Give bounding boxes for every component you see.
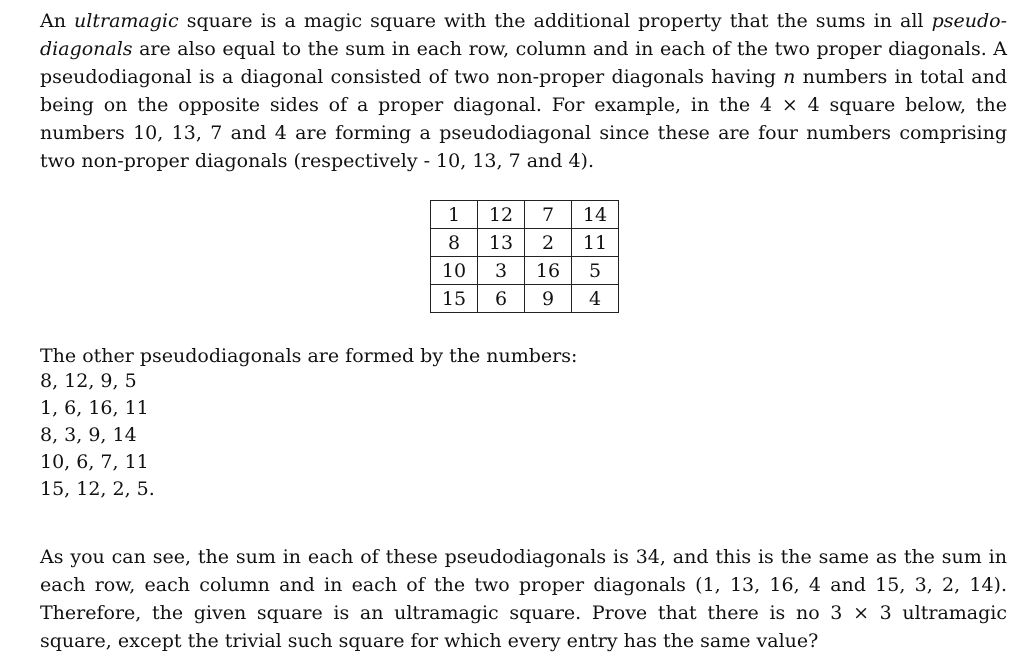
table-cell: 13 <box>478 229 525 257</box>
table-cell: 11 <box>572 229 619 257</box>
pseudodiagonal-list <box>40 368 155 503</box>
table-cell: 15 <box>431 285 478 313</box>
table-row <box>431 285 619 313</box>
variable-n: n <box>783 66 796 88</box>
table-row <box>431 229 619 257</box>
table-cell: 12 <box>478 201 525 229</box>
table-cell: 1 <box>431 201 478 229</box>
table-cell: 16 <box>525 257 572 285</box>
term-pseudodiagonals: pseudo-diagonals <box>40 10 1007 60</box>
table-cell: 4 <box>572 285 619 313</box>
table-cell: 7 <box>525 201 572 229</box>
intro-text-3: are also equal to the sum in each row, column and in each of the two proper diagonals. A pseudodiagonal is a diagonal consisted of two non-proper diagonals having <box>40 38 1007 88</box>
term-ultramagic: ultramagic <box>74 10 179 32</box>
conclusion-paragraph: As you can see, the sum in each of these pseudodiagonals is 34, and this is the same as the sum in each row, each column and in each of the two proper diagonals (1, 13, 16, 4 and 15, 3, 2, 14). Therefore, the given square is an ultramagic square. Prove that there is no 3 × 3 ultramagic square, except the trivial such square for which every entry has the same value? <box>40 546 1007 652</box>
table-cell: 9 <box>525 285 572 313</box>
list-item: 10, 6, 7, 11 <box>40 451 149 473</box>
table-cell: 6 <box>478 285 525 313</box>
intro-text-2: square is a magic square with the additional property that the sums in all <box>178 10 932 32</box>
table-row <box>431 257 619 285</box>
intro-text-1: An <box>40 10 75 32</box>
table-cell: 10 <box>431 257 478 285</box>
table-cell: 3 <box>478 257 525 285</box>
table-cell: 2 <box>525 229 572 257</box>
table-cell: 5 <box>572 257 619 285</box>
magic-square-table <box>430 200 619 313</box>
list-item: 8, 3, 9, 14 <box>40 424 137 446</box>
table-cell: 14 <box>572 201 619 229</box>
pseudodiagonals-heading: The other pseudodiagonals are formed by the numbers: <box>40 345 578 367</box>
list-item: 8, 12, 9, 5 <box>40 370 137 392</box>
list-item: 15, 12, 2, 5. <box>40 478 155 500</box>
intro-text-4: numbers in total and being on the opposite sides of a proper diagonal. For example, in the 4 × 4 square below, the numbers 10, 13, 7 and 4 are forming a pseudodiagonal since these are four numbers comprising two non-proper diagonals (respectively - 10, 13, 7 and 4). <box>40 66 1007 172</box>
list-item: 1, 6, 16, 11 <box>40 397 149 419</box>
table-cell: 8 <box>431 229 478 257</box>
intro-paragraph <box>40 7 1007 175</box>
table-row <box>431 201 619 229</box>
